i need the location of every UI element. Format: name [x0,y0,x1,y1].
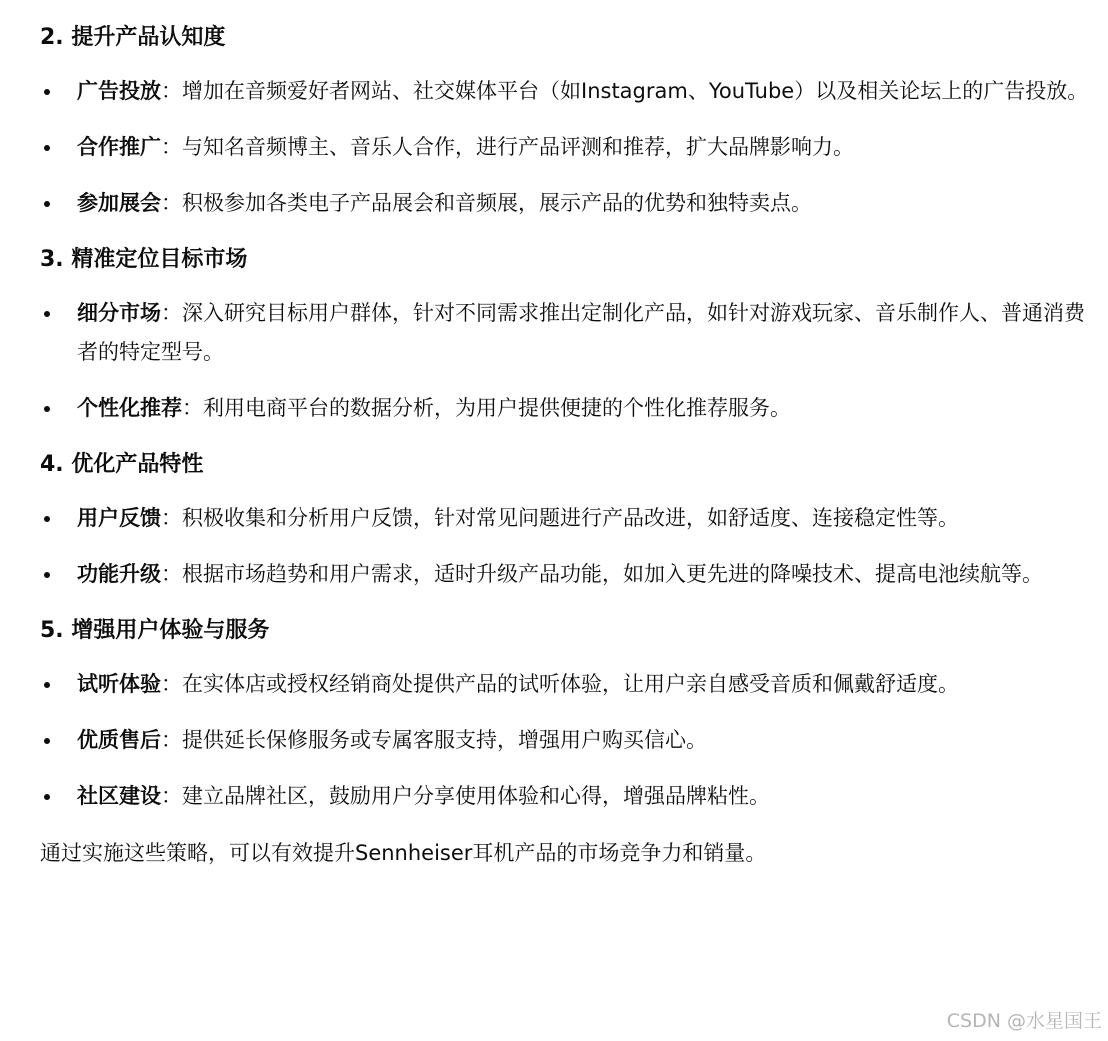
item-separator: ： [161,301,182,325]
item-separator: ： [161,506,182,530]
item-term: 合作推广 [77,135,161,159]
item-separator: ： [161,784,182,808]
item-text: 增加在音频爱好者网站、社交媒体平台（如Instagram、YouTube）以及相关论坛上的广告投放。 [182,79,1089,103]
list-item [40,128,1100,167]
item-separator: ： [161,79,182,103]
bullet-list [40,499,1100,594]
item-term: 优质售后 [77,728,161,752]
section-2 [40,18,1100,223]
item-separator: ： [182,396,203,420]
section-4 [40,445,1100,594]
section-heading: 3. 精准定位目标市场 [40,247,248,272]
item-term: 社区建设 [77,784,161,808]
item-separator: ： [161,562,182,586]
item-text: 积极参加各类电子产品展会和音频展，展示产品的优势和独特卖点。 [182,191,812,215]
list-item [40,721,1100,760]
item-separator: ： [161,728,182,752]
item-text: 根据市场趋势和用户需求，适时升级产品功能，如加入更先进的降噪技术、提高电池续航等。 [182,562,1043,586]
list-item [40,72,1100,111]
item-term: 广告投放 [77,79,161,103]
item-term: 个性化推荐 [77,396,182,420]
section-heading: 2. 提升产品认知度 [40,25,226,50]
item-text: 与知名音频博主、音乐人合作，进行产品评测和推荐，扩大品牌影响力。 [182,135,854,159]
section-3 [40,240,1100,428]
list-item [40,777,1100,816]
watermark: CSDN @水星国王 [946,1010,1102,1032]
item-text: 积极收集和分析用户反馈，针对常见问题进行产品改进，如舒适度、连接稳定性等。 [182,506,959,530]
item-text: 在实体店或授权经销商处提供产品的试听体验，让用户亲自感受音质和佩戴舒适度。 [182,672,959,696]
list-item [40,389,1100,428]
section-5 [40,611,1100,816]
list-item [40,294,1100,372]
item-text: 建立品牌社区，鼓励用户分享使用体验和心得，增强品牌粘性。 [182,784,770,808]
bullet-list [40,665,1100,816]
list-item [40,499,1100,538]
item-term: 参加展会 [77,191,161,215]
item-text: 深入研究目标用户群体，针对不同需求推出定制化产品，如针对游戏玩家、音乐制作人、普通消费者的特定型号。 [77,301,1085,364]
item-term: 细分市场 [77,301,161,325]
item-term: 试听体验 [77,672,161,696]
conclusion-paragraph: 通过实施这些策略，可以有效提升Sennheiser耳机产品的市场竞争力和销量。 [40,841,767,865]
item-text: 利用电商平台的数据分析，为用户提供便捷的个性化推荐服务。 [203,396,791,420]
item-separator: ： [161,191,182,215]
item-separator: ： [161,135,182,159]
list-item [40,555,1100,594]
list-item [40,184,1100,223]
section-heading: 4. 优化产品特性 [40,452,204,477]
section-heading: 5. 增强用户体验与服务 [40,618,270,643]
item-text: 提供延长保修服务或专属客服支持，增强用户购买信心。 [182,728,707,752]
bullet-list [40,72,1100,223]
list-item [40,665,1100,704]
item-term: 用户反馈 [77,506,161,530]
item-separator: ： [161,672,182,696]
article-body [40,18,1100,873]
item-term: 功能升级 [77,562,161,586]
bullet-list [40,294,1100,428]
